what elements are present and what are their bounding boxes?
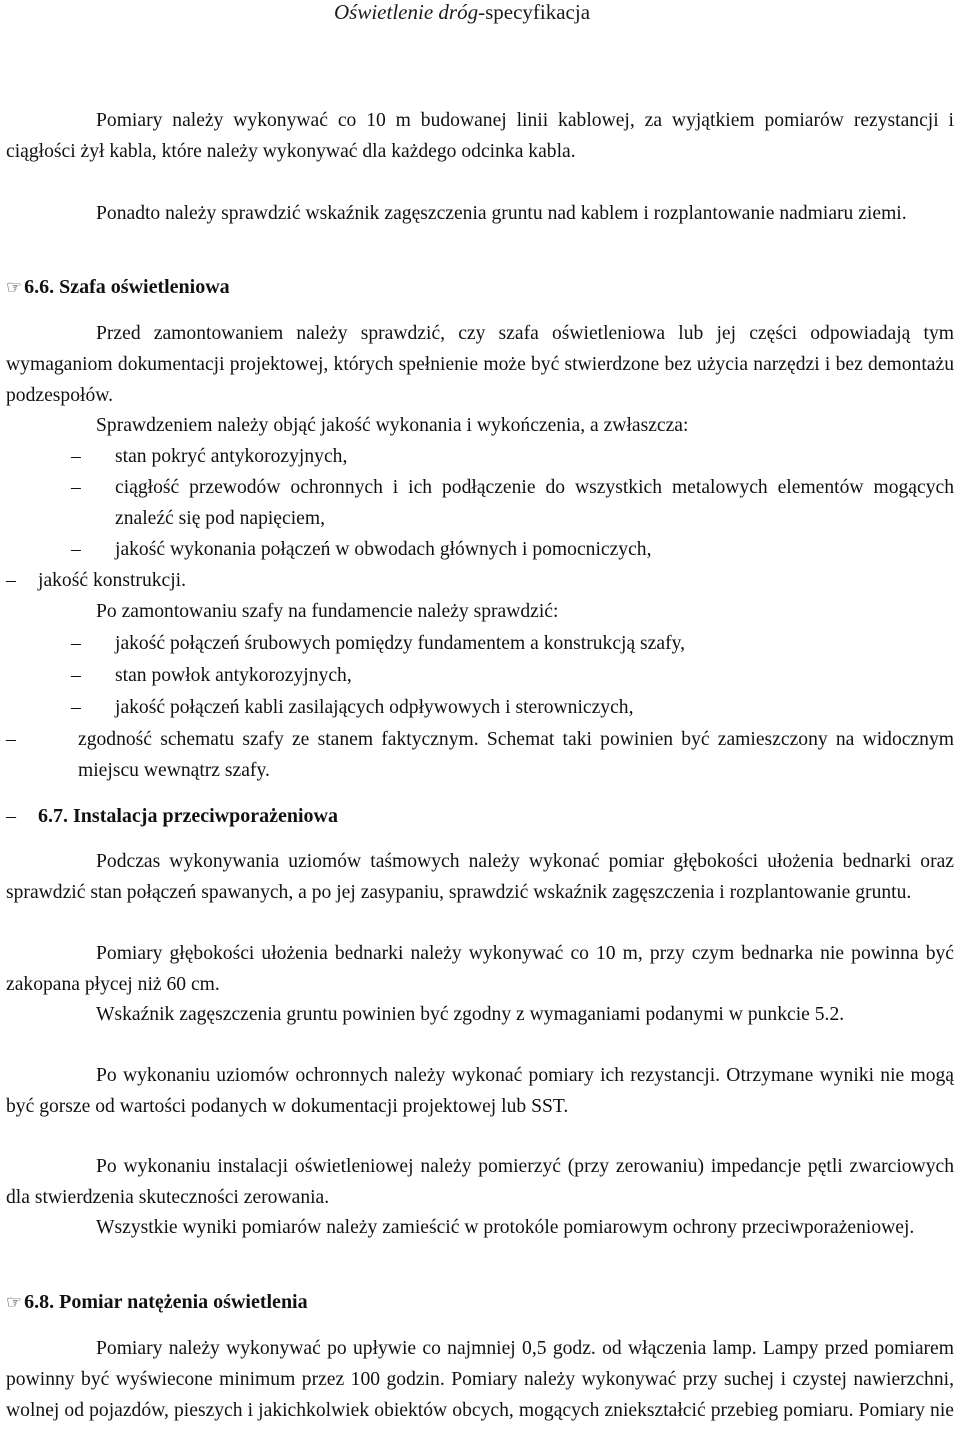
paragraph: Po wykonaniu uziomów ochronnych należy wykonać pomiary ich rezystancji. Otrzymane wyniki nie mogą być gorsze od wartości podanych w dokumentacji projektowej lub SST. [6, 1065, 954, 1117]
paragraph: Po wykonaniu instalacji oświetleniowej należy pomierzyć (przy zerowaniu) impedancje pętli zwarciowych dla stwierdzenia skuteczności zerowania. [6, 1156, 954, 1208]
section-number: 6.7. [38, 805, 68, 827]
section-number: 6.6. [24, 276, 55, 298]
section-title: Szafa oświetleniowa [59, 276, 230, 298]
list-dash: – [6, 805, 16, 827]
paragraph: Pomiary należy wykonywać co 10 m budowanej linii kablowej, za wyjątkiem pomiarów rezystancji i ciągłości żył kabla, które należy wykonywać dla każdego odcinka kabla. [6, 110, 954, 162]
list-item: ciągłość przewodów ochronnych i ich podłączenie do wszystkich metalowych elementów mogących znaleźć się pod napięciem, [115, 477, 954, 529]
list-item: zgodność schematu szafy ze stanem faktycznym. Schemat taki powinien być zamieszczony na widocznym miejscu wewnątrz szafy. [78, 729, 954, 781]
list-dash: – [71, 539, 81, 560]
section-title: Instalacja przeciwporażeniowa [73, 805, 338, 827]
list-item: stan powłok antykorozyjnych, [115, 665, 352, 686]
list-item: jakość połączeń śrubowych pomiędzy fundamentem a konstrukcją szafy, [115, 633, 686, 654]
paragraph: Pomiary głębokości ułożenia bednarki należy wykonywać co 10 m, przy czym bednarka nie powinna być zakopana płycej niż 60 cm. [6, 943, 954, 995]
list-dash: – [71, 633, 81, 654]
section-number: 6.8. [24, 1291, 55, 1313]
header-title: Oświetlenie dróg [334, 0, 479, 24]
section-heading-6-6 [6, 272, 230, 303]
paragraph: Podczas wykonywania uziomów taśmowych należy wykonać pomiar głębokości ułożenia bednarki oraz sprawdzić stan połączeń spawanych, a po jej zasypaniu, sprawdzić wskaźnik zagęszczenia i rozplantowanie gruntu. [6, 851, 954, 903]
list-item: jakość konstrukcji. [38, 570, 187, 591]
section-heading-6-7 [6, 801, 338, 832]
paragraph: Przed zamontowaniem należy sprawdzić, czy szafa oświetleniowa lub jej części odpowiadają tym wymaganiom dokumentacji projektowej, których spełnienie może być stwierdzone bez użycia narzędzi i bez demontażu podzespołów. [6, 323, 954, 406]
paragraph: Sprawdzeniem należy objąć jakość wykonania i wykończenia, a zwłaszcza: [96, 415, 689, 436]
list-dash: – [71, 446, 81, 467]
paragraph: Ponadto należy sprawdzić wskaźnik zagęszczenia gruntu nad kablem i rozplantowanie nadmiaru ziemi. [96, 203, 907, 224]
list-dash: – [71, 477, 81, 498]
list-dash: – [71, 665, 81, 686]
pointing-hand-icon: ☞ [6, 277, 23, 298]
running-header [334, 0, 590, 26]
header-subtitle: -specyfikacja [478, 0, 591, 24]
list-dash: – [6, 729, 16, 750]
section-heading-6-8 [6, 1287, 308, 1318]
list-dash: – [71, 697, 81, 718]
paragraph: Wskaźnik zagęszczenia gruntu powinien być zgodny z wymaganiami podanymi w punkcie 5.2. [96, 1004, 845, 1025]
list-item: stan pokryć antykorozyjnych, [115, 446, 348, 467]
paragraph: Po zamontowaniu szafy na fundamencie należy sprawdzić: [96, 601, 559, 622]
list-item: jakość połączeń kabli zasilających odpływowych i sterowniczych, [115, 697, 634, 718]
paragraph: Pomiary należy wykonywać po upływie co najmniej 0,5 godz. od włączenia lamp. Lampy przed pomiarem powinny być wyświecone minimum przez 100 godzin. Pomiary należy wykonywać przy suchej i czystej nawierzchni, wolnej od pojazdów, pieszych i jakichkolwiek obiektów obcych, mogących zniekształcić przebieg pomiaru. Pomiary nie [6, 1338, 954, 1421]
paragraph: Wszystkie wyniki pomiarów należy zamieścić w protokóle pomiarowym ochrony przeciwporażeniowej. [96, 1217, 915, 1238]
pointing-hand-icon: ☞ [6, 1292, 23, 1313]
list-item: jakość wykonania połączeń w obwodach głównych i pomocniczych, [115, 539, 652, 560]
section-title: Pomiar natężenia oświetlenia [59, 1291, 308, 1313]
list-dash: – [6, 570, 16, 591]
